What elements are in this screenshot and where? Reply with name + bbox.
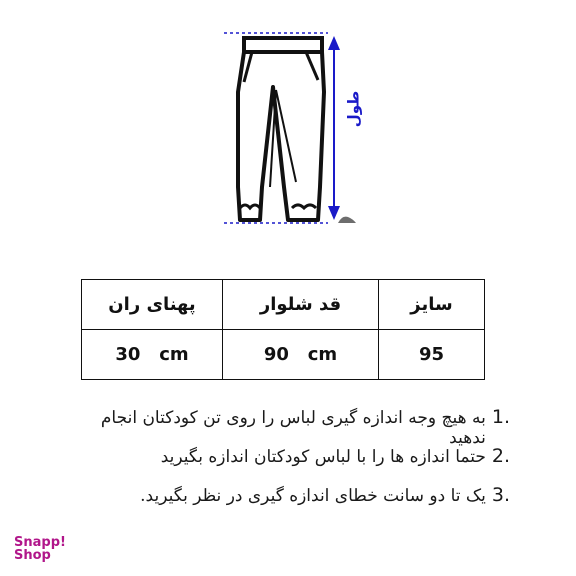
table-row — [82, 330, 485, 380]
right-cuff — [292, 205, 316, 208]
notes-list — [70, 406, 510, 523]
table-header-row — [82, 280, 485, 330]
note-number: 3. — [491, 484, 510, 506]
waistband — [244, 38, 322, 52]
cell-pants-length: 90 cm — [223, 330, 379, 380]
snappshop-logo — [14, 536, 66, 562]
cell-size: 95 — [379, 330, 485, 380]
logo-line-2: Shop — [14, 548, 51, 563]
note-text: حتما اندازه ها را با لباس کودکتان اندازه بگیرید — [160, 447, 486, 467]
header-pants-length: قد شلوار — [223, 280, 379, 330]
right-pocket — [306, 52, 318, 80]
note-number: 1. — [491, 406, 510, 428]
arrow-down-head — [328, 206, 340, 220]
list-item — [70, 484, 510, 509]
header-thigh-width: پهنای ران — [82, 280, 223, 330]
arrow-up-head — [328, 36, 340, 50]
note-text: یک تا دو سانت خطای اندازه گیری در نظر بگیرید. — [140, 486, 486, 506]
left-cuff — [240, 205, 260, 208]
size-table — [81, 279, 485, 380]
cell-thigh-width: 30 cm — [82, 330, 223, 380]
length-label: طول — [344, 90, 363, 128]
header-size: سایز — [379, 280, 485, 330]
list-item — [70, 406, 510, 448]
pants-outline — [238, 52, 324, 220]
note-text: به هیچ وجه اندازه گیری لباس را روی تن کودکتان انجام ندهید — [100, 408, 486, 448]
logo-line-1: Snapp! — [14, 535, 66, 550]
decorative-blob — [338, 217, 356, 223]
note-number: 2. — [491, 445, 510, 467]
list-item — [70, 445, 510, 470]
